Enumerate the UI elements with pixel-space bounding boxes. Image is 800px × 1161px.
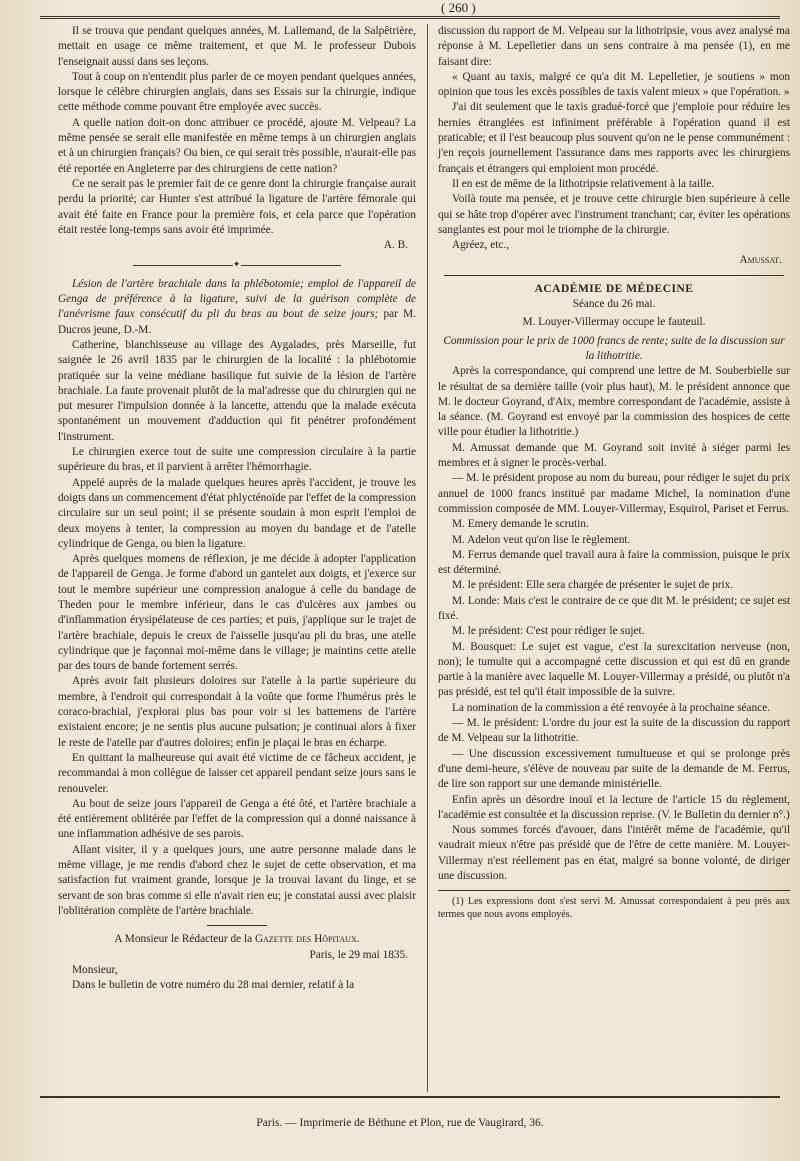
paragraph: La nomination de la commission a été renvoyée à la prochaine séance. [452, 701, 771, 714]
session-date: Séance du 26 mai. [572, 298, 656, 311]
paragraph: discussion du rapport de M. Velpeau sur la lithotripsie, vous avez analysé ma réponse à M. Lepelletier dans un sens contraire à ma pensée (1), en me faisant dire: [438, 25, 790, 68]
paragraph: J'ai dit seulement que le taxis gradué-forcé que j'emploie pour réduire les hernies étranglées est infiniment préférable à l'opération quand il est praticable; et il l'est beaucoup plus souvent qu'on ne le pense communément : j'en reçois journellement l'assurance dans mes rapports avec les chirurgiens français et étrangers qui emploient mon procédé. [438, 101, 790, 175]
article-author: par M. Ducros jeune, D.-M. [58, 308, 416, 336]
divider [444, 275, 784, 276]
paragraph: M. Adelon veut qu'on lise le règlement. [452, 533, 631, 546]
newspaper-name: Gazette des Hôpitaux. [254, 933, 360, 946]
paragraph: Nous sommes forcés d'avouer, dans l'intérêt même de l'académie, qu'il vaudrait mieux n'être pas présidé que de l'être de cette manière. M. Louyer-Villermay n'est réellement pas en état, malgré sa bonne volonté, de diriger une discussion. [438, 824, 790, 883]
paragraph: A quelle nation doit-on donc attribuer ce procédé, ajoute M. Velpeau? La même pensée se serait elle manifestée en même temps à un chirurgien anglais et à un chirurgien français? Ou bien, ce qui serait très possible, n'aurait-elle pas été reportée en Angleterre par des chirurgiens de cette nation? [58, 116, 416, 175]
paragraph: M. Ferrus demande quel travail aura à faire la commission, puisque le prix est déterminé. [438, 548, 790, 577]
header-rule [40, 2, 780, 19]
footnote-rule [438, 890, 790, 891]
quote: « Quant au taxis, malgré ce qu'a dit M. Lepelletier, je soutiens » mon opinion que tous les excès possibles de taxis valent mieux » que l'opération. » [438, 70, 790, 99]
paragraph: Allant visiter, il y a quelques jours, une autre personne malade dans le même village, je me rendis d'abord chez le sujet de cette observation, et ma satisfaction fut vraiment grande, lorsque je la trouvai lavant du linge, et se servant de son bras comme si elle n'avait rien eu; je constatai aussi avec plaisir l'oblitération complète de l'artère brachiale. [58, 843, 416, 917]
footer-rule [40, 1096, 780, 1098]
closing: Agréez, etc., [452, 239, 510, 252]
paragraph: Il se trouva que pendant quelques années, M. Lallemand, de la Salpêtrière, mettait en usage ce même traitement, et que M. le professeur Dubois l'enseignait aussi dans ses leçons. [58, 25, 416, 68]
paragraph: Après la correspondance, qui comprend une lettre de M. Souberbielle sur le résultat de sa dernière taille (voir plus haut), M. le président annonce que M. le docteur Goyrand, d'Aix, membre correspondant de l'académie, assiste à la séance. (M. Goyrand est envoyé par la commission des hospices de cette ville pour étudier la lithotritie.) [438, 365, 790, 439]
paragraph: M. Londe: Mais c'est le contraire de ce que dit M. le président; ce sujet est fixé. [438, 594, 790, 622]
article-title-text: Lésion de l'artère brachiale dans la phlébotomie; emploi de l'appareil de Genga de préférence à la ligature, suivi de la guérison complète de l'anévrisme faux consécutif du pli du bras au bout de seize jours; [58, 277, 416, 321]
paragraph: M. Bousquet: Le sujet est vague, c'est la surexcitation nerveuse (non, non); le tumulte qui a accompagné cette discussion et qui est dû en grande partie à la manière avec laquelle M. Louyer-Villermay a présidé, ou plutôt n'a pas présidé, est tel qu'il était impossible de la suivre. [438, 640, 790, 699]
paragraph: Enfin après un désordre inouï et la lecture de l'article 15 du règlement, l'académie est consultée et la discussion reprise. (V. le Bulletin du dernier n°.) [438, 793, 790, 821]
paragraph: Catherine, blanchisseuse au village des Aygalades, près Marseille, fut saignée le 26 avril 1835 par le chirurgien de la localité : la phlébotomie pratiquée sur la veine médiane basilique fut suivie de la lésion de l'artère brachiale. La faute provenait plutôt de la mal'adresse que du chirurgien qui ne put mesurer l'impulsion donnée à la lancette, attendu que la malade exécuta spontanément un mouvement d'adduction qui fit pénétrer profondément l'instrument. [58, 338, 416, 443]
letter-heading [58, 932, 416, 947]
right-column [438, 24, 790, 921]
left-column [58, 24, 416, 993]
paragraph: Ce ne serait pas le premier fait de ce genre dont la chirurgie française aurait perdu la priorité; car Hunter s'est attribué la ligature de l'artère fémorale qui avait été faite en France pour la première fois, et cela parce que l'opération était restée long-temps sans avoir été imprimée. [58, 177, 416, 236]
paragraph: Après quelques momens de réflexion, je me décide à adopter l'application de l'appareil de Genga. Je forme d'abord un gantelet aux doigts, et j'exerce sur tout le membre supérieur une compression analogue à celle du bandage de Theden pour le membre inférieur, dans le cas d'ulcères aux jambes ou d'inflammation érysipélateuse de ces parties; et puis, j'applique sur le trajet de l'artère brachiale, depuis le creux de l'aisselle jusqu'au pli du bras, une atelle cylindrique que je façonnai moi-même dans le village; je maintins cette atelle par des tours de bande fortement serrés. [58, 553, 416, 673]
commission-heading: Commission pour le prix de 1000 francs de rente; suite de la discussion sur la lithotritie. [443, 334, 785, 362]
column-rule [427, 24, 428, 1092]
signature: Amussat. [739, 254, 782, 267]
letter-heading-text: A Monsieur le Rédacteur de la [114, 933, 255, 946]
paragraph: Au bout de seize jours l'appareil de Genga a été ôté, et l'artère brachiale a été entièrement oblitérée par l'effet de la compression qui a donné naissance à une inflammation adhésive de ses parois. [58, 797, 416, 841]
article-title [58, 277, 416, 338]
paragraph: Après avoir fait plusieurs doloires sur l'atelle à la partie supérieure du membre, à l'endroit qui correspondait à la voûte que forme l'humérus près le coraco-brachial, j'explorai plus bas pour voir si les battemens de l'artère existaient encore; je ne sentis plus aucune pulsation; je continuai alors à fixer le reste de l'atelle par d'autres doloires; enfin je plaçai le bras en écharpe. [58, 675, 416, 749]
paragraph: Appelé auprès de la malade quelques heures après l'accident, je trouve les doigts dans un commencement d'état phlycténoïde par l'effet de la compression circulaire sur un seul point; il se présente soudain à mon esprit l'emploi de deux moyens à tenter, la compression au moyen du bandage et de l'atelle cylindrique de Genga, ou bien la ligature. [58, 476, 416, 550]
divider [207, 925, 267, 926]
paragraph: Tout à coup on n'entendit plus parler de ce moyen pendant quelques années, lorsque le célèbre chirurgien anglais, dans ses Essais sur la chirurgie, indique cette méthode comme pouvant être employée avec succès. [58, 70, 416, 114]
paragraph: Dans le bulletin de votre numéro du 28 mai dernier, relatif à la [72, 979, 355, 992]
printer-imprint: Paris. — Imprimerie de Béthune et Plon, rue de Vaugirard, 36. [256, 1117, 544, 1129]
paragraph: En quittant la malheureuse qui avait été victime de ce fâcheux accident, je recommandai à mon collègue de laisser cet appareil pendant seize jours sans le renouveler. [58, 751, 416, 795]
page-number: ( 260 ) [435, 0, 482, 16]
paragraph: Il en est de même de la lithotripsie relativement à la taille. [452, 177, 715, 190]
letter-date: Paris, le 29 mai 1835. [309, 948, 408, 961]
session-president: M. Louyer-Villermay occupe le fauteuil. [522, 316, 706, 329]
paragraph: — Une discussion excessivement tumultueuse et qui se prolonge près d'une demi-heure, s'élève de nouveau par suite de la demande de M. Ferrus, de lire son rapport sur une demande ministérielle. [438, 747, 790, 791]
paragraph: Le chirurgien exerce tout de suite une compression circulaire à la partie supérieure du bras, et il parvient à arrêter l'hémorrhagie. [58, 446, 416, 474]
paragraph: Voilà toute ma pensée, et je trouve cette chirurgie bien supérieure à celle qui se hâte trop d'opérer avec l'instrument tranchant; car, éviter les opérations sanglantes est pour moi le triomphe de la chirurgie. [438, 193, 790, 236]
paragraph: — M. le président propose au nom du bureau, pour rédiger le sujet du prix annuel de 1000 francs institué par madame Michel, la nomination d'une commission composée de MM. Louyer-Villermay, Esquirol, Pariset et Ferrus. [438, 472, 790, 515]
paragraph: — M. le président: L'ordre du jour est la suite de la discussion du rapport de M. Velpeau sur la lithotritie. [438, 717, 790, 745]
section-heading: ACADÉMIE DE MÉDECINE [534, 282, 694, 295]
signature: A. B. [383, 239, 408, 252]
paragraph: M. Emery demande le scrutin. [452, 518, 589, 531]
footnote: (1) Les expressions dont s'est servi M. Amussat correspondaient à peu près aux termes que nous avons employés. [438, 896, 790, 921]
paragraph: M. Amussat demande que M. Goyrand soit invité à siéger parmi les membres et à signer le procès-verbal. [438, 441, 790, 470]
paragraph: M. le président: Elle sera chargée de présenter le sujet de prix. [452, 579, 734, 592]
paragraph: M. le président: C'est pour rédiger le sujet. [452, 625, 645, 638]
salutation: Monsieur, [72, 963, 118, 976]
ornamental-divider: ✦ [58, 257, 416, 272]
